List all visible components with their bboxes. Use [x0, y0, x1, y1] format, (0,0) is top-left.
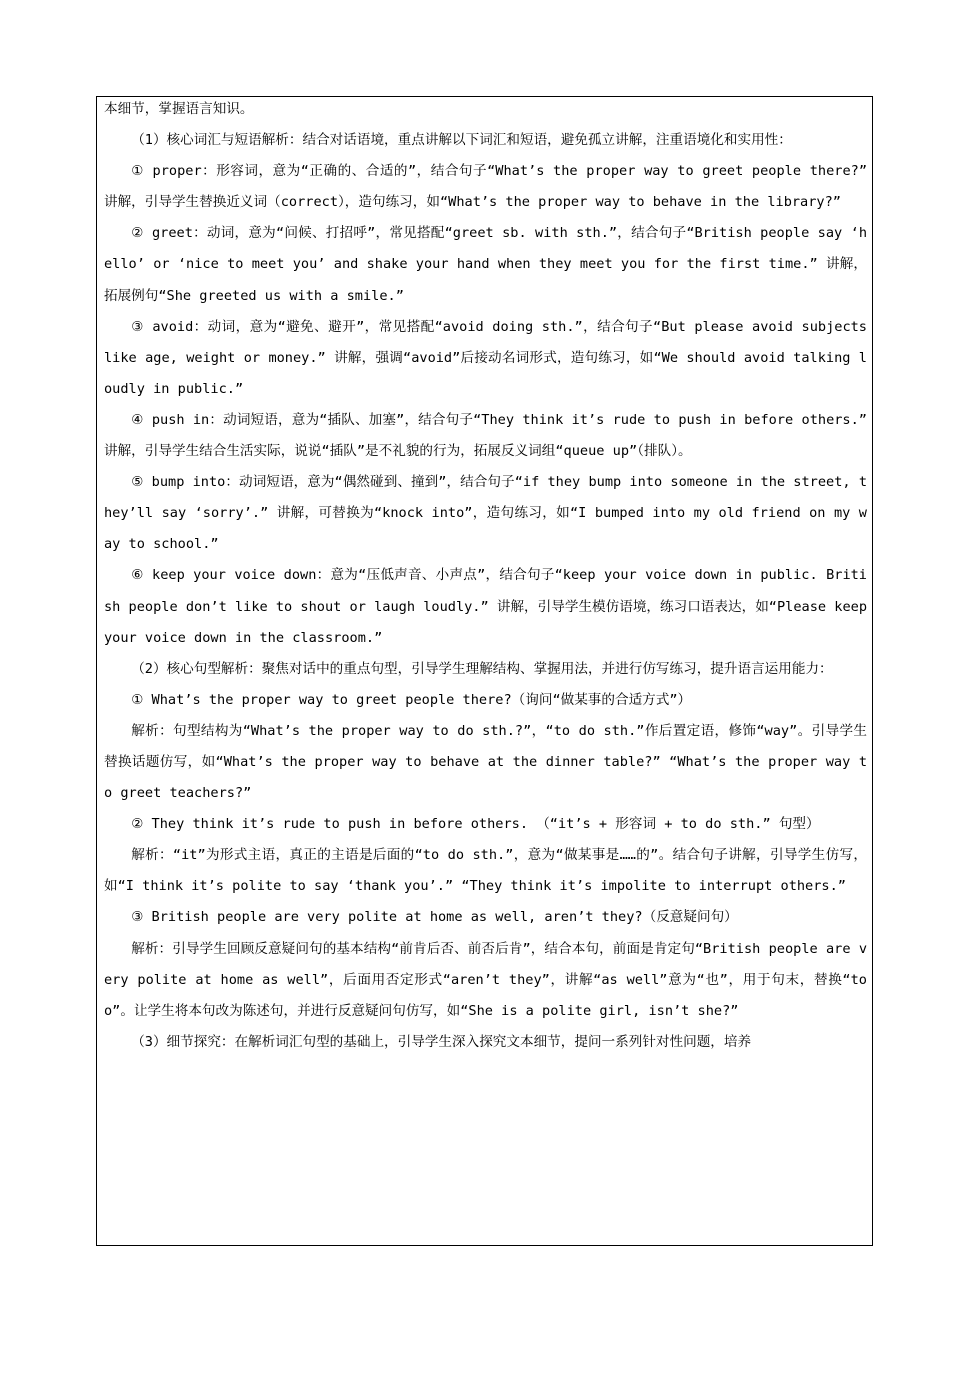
- content-paragraph: （2）核心句型解析：聚焦对话中的重点句型，引导学生理解结构、掌握用法，并进行仿写练习，提升语言运用能力：: [131, 660, 833, 677]
- lesson-plan-table-cell: [96, 96, 873, 1246]
- content-paragraph: ④ push in：动词短语，意为“插队、加塞”，结合句子“They think it’s rude to push in before others.” 讲解，引导学生结合生活实际，说说“插队”是不礼貌的行为，拓展反义词组“queue up”（排队）。: [104, 411, 867, 460]
- content-paragraph: ① proper：形容词，意为“正确的、合适的”，结合句子“What’s the proper way to greet people there?” 讲解，引导学生替换近义词（correct），造句练习，如“What’s the proper way to behave in the library?”: [104, 163, 867, 211]
- content-paragraph: ③ British people are very polite at home as well, aren’t they?（反意疑问句）: [131, 909, 738, 926]
- content-paragraph: 解析：句型结构为“What’s the proper way to do sth.?”，“to do sth.”作后置定语，修饰“way”。引导学生替换话题仿写，如“What’s the proper way to behave at the dinner table?” “What’s the proper way to greet teachers?”: [104, 722, 867, 802]
- content-paragraph: （1）核心词汇与短语解析：结合对话语境，重点讲解以下词汇和短语，避免孤立讲解，注重语境化和实用性：: [131, 132, 792, 149]
- content-paragraph: 解析：“it”为形式主语，真正的主语是后面的“to do sth.”，意为“做某事是……的”。结合句子讲解，引导学生仿写，如“I think it’s polite to say ‘thank you’.” “They think it’s impolite to interrupt others.”: [104, 847, 867, 895]
- content-paragraph: ② They think it’s rude to push in before others. （“it’s + 形容词 + to do sth.” 句型）: [131, 816, 820, 833]
- content-paragraph: ① What’s the proper way to greet people there?（询问“做某事的合适方式”）: [131, 691, 692, 708]
- content-paragraph: （3）细节探究：在解析词汇句型的基础上，引导学生深入探究文本细节，提问一系列针对性问题，培养: [131, 1033, 752, 1050]
- content-paragraph: 本细节，掌握语言知识。: [104, 101, 254, 117]
- content-paragraph: ⑤ bump into：动词短语，意为“偶然碰到、撞到”，结合句子“if they bump into someone in the street, they’ll say ‘sorry’.” 讲解，可替换为“knock into”，造句练习，如“I bumped into my old friend on my way to school.”: [104, 474, 867, 553]
- content-paragraph: 解析：引导学生回顾反意疑问句的基本结构“前肯后否、前否后肯”，结合本句，前面是肯定句“British people are very polite at home as well”，后面用否定形式“aren’t they”，讲解“as well”意为“也”，用于句末，替换“too”。让学生将本句改为陈述句，并进行反意疑问句仿写，如“She is a polite girl, isn’t she?”: [104, 940, 867, 1019]
- lesson-content: [104, 96, 867, 1058]
- content-paragraph: ② greet：动词，意为“问候、打招呼”，常见搭配“greet sb. with sth.”，结合句子“British people say ‘hello’ or ‘nice to meet you’ and shake your hand when they meet you for the first time.” 讲解，拓展例句“She greeted us with a smile.”: [104, 225, 867, 304]
- content-paragraph: ③ avoid：动词，意为“避免、避开”，常见搭配“avoid doing sth.”，结合句子“But please avoid subjects like age, weight or money.” 讲解，强调“avoid”后接动名词形式，造句练习，如“We should avoid talking loudly in public.”: [104, 318, 867, 397]
- content-paragraph: ⑥ keep your voice down：意为“压低声音、小声点”，结合句子“keep your voice down in public. British people don’t like to shout or laugh loudly.” 讲解，引导学生模仿语境，练习口语表达，如“Please keep your voice down in the classroom.”: [104, 567, 867, 646]
